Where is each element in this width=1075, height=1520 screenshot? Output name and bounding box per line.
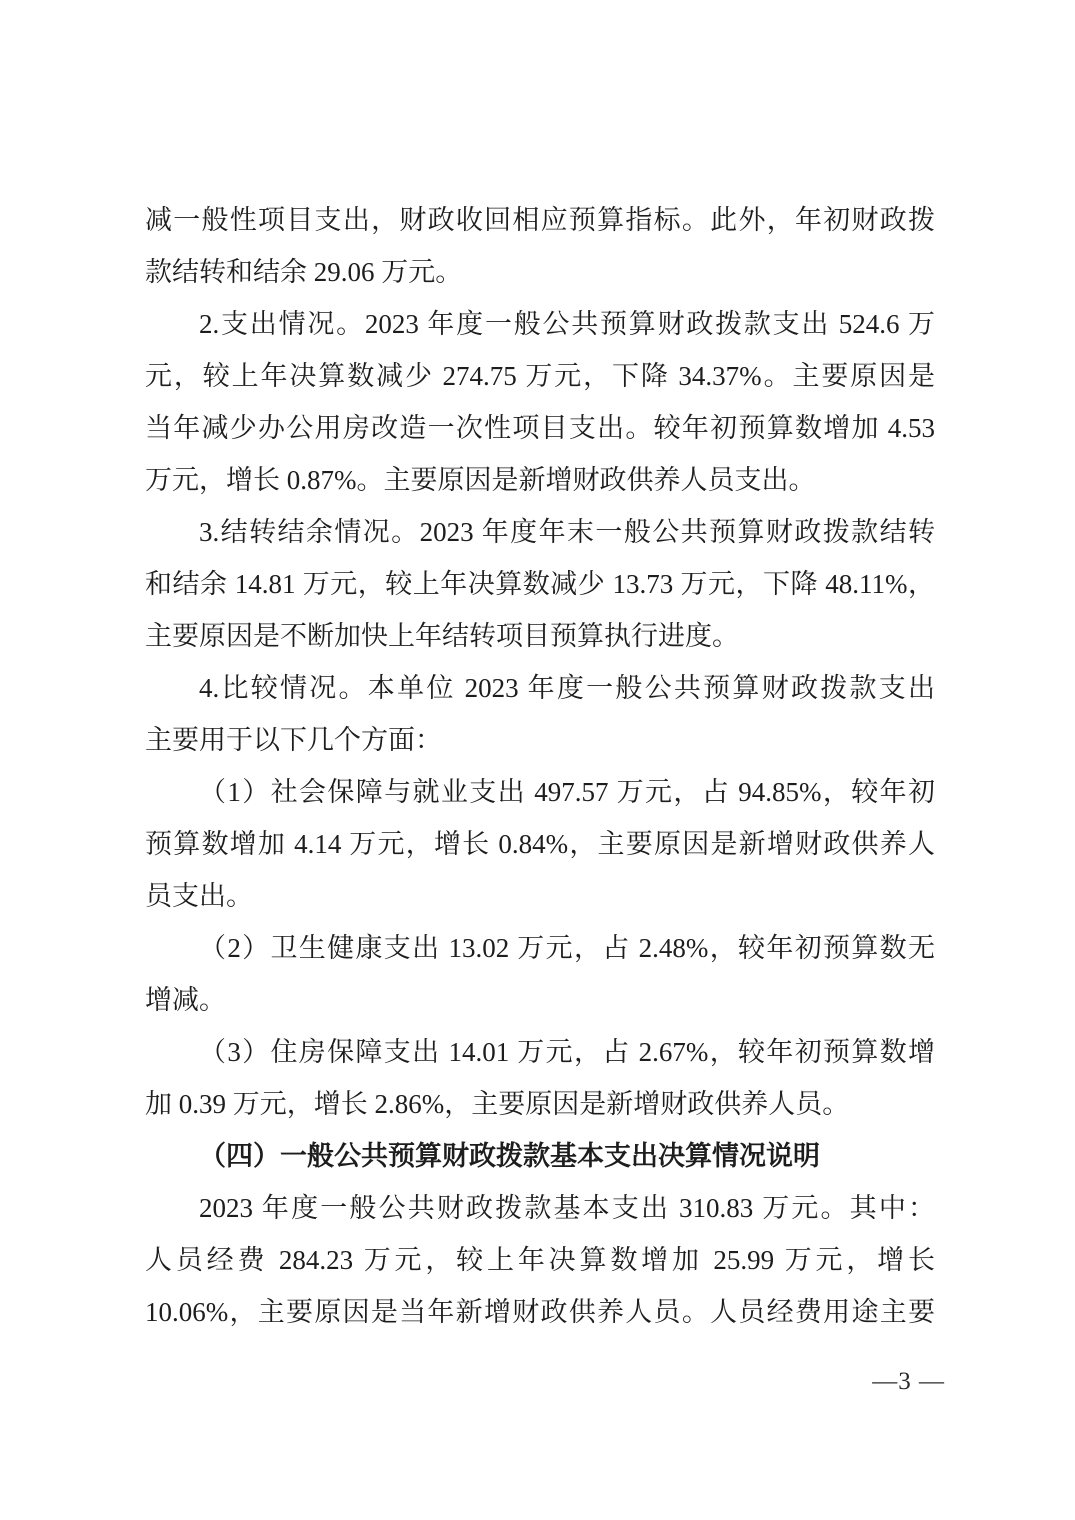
- document-body: [145, 194, 935, 1338]
- text-line: 员支出。: [145, 881, 253, 911]
- text-line: 加 0.39 万元，增长 2.86%，主要原因是新增财政供养人员。: [145, 1089, 850, 1119]
- text-line: 10.06%，主要原因是当年新增财政供养人员。人员经费用途主要: [145, 1297, 935, 1327]
- text-line: 4.比较情况。本单位 2023 年度一般公共预算财政拨款支出: [199, 673, 935, 703]
- text-line: 增减。: [145, 985, 226, 1015]
- text-line: 当年减少办公用房改造一次性项目支出。较年初预算数增加 4.53: [145, 413, 935, 443]
- text-line: 主要用于以下几个方面：: [145, 725, 442, 755]
- text-line: 3.结转结余情况。2023 年度年末一般公共预算财政拨款结转: [199, 517, 935, 547]
- text-line: （3）住房保障支出 14.01 万元，占 2.67%，较年初预算数增: [199, 1037, 935, 1067]
- text-line: 2.支出情况。2023 年度一般公共预算财政拨款支出 524.6 万: [199, 309, 935, 339]
- text-line: 万元，增长 0.87%。主要原因是新增财政供养人员支出。: [145, 465, 816, 495]
- text-line: 减一般性项目支出，财政收回相应预算指标。此外，年初财政拨: [145, 205, 935, 235]
- section-heading: （四）一般公共预算财政拨款基本支出决算情况说明: [199, 1141, 820, 1171]
- text-line: 人员经费 284.23 万元，较上年决算数增加 25.99 万元，增长: [145, 1245, 935, 1275]
- text-line: 2023 年度一般公共财政拨款基本支出 310.83 万元。其中：: [199, 1193, 935, 1223]
- page-number: —3 —: [872, 1368, 945, 1395]
- text-line: 和结余 14.81 万元，较上年决算数减少 13.73 万元，下降 48.11%，: [145, 569, 935, 599]
- text-line: （2）卫生健康支出 13.02 万元，占 2.48%，较年初预算数无: [199, 933, 935, 963]
- text-line: 主要原因是不断加快上年结转项目预算执行进度。: [145, 621, 739, 651]
- text-line: 元，较上年决算数减少 274.75 万元，下降 34.37%。主要原因是: [145, 361, 935, 391]
- text-line: （1）社会保障与就业支出 497.57 万元，占 94.85%，较年初: [199, 777, 935, 807]
- text-line: 预算数增加 4.14 万元，增长 0.84%，主要原因是新增财政供养人: [145, 829, 935, 859]
- text-line: 款结转和结余 29.06 万元。: [145, 257, 463, 287]
